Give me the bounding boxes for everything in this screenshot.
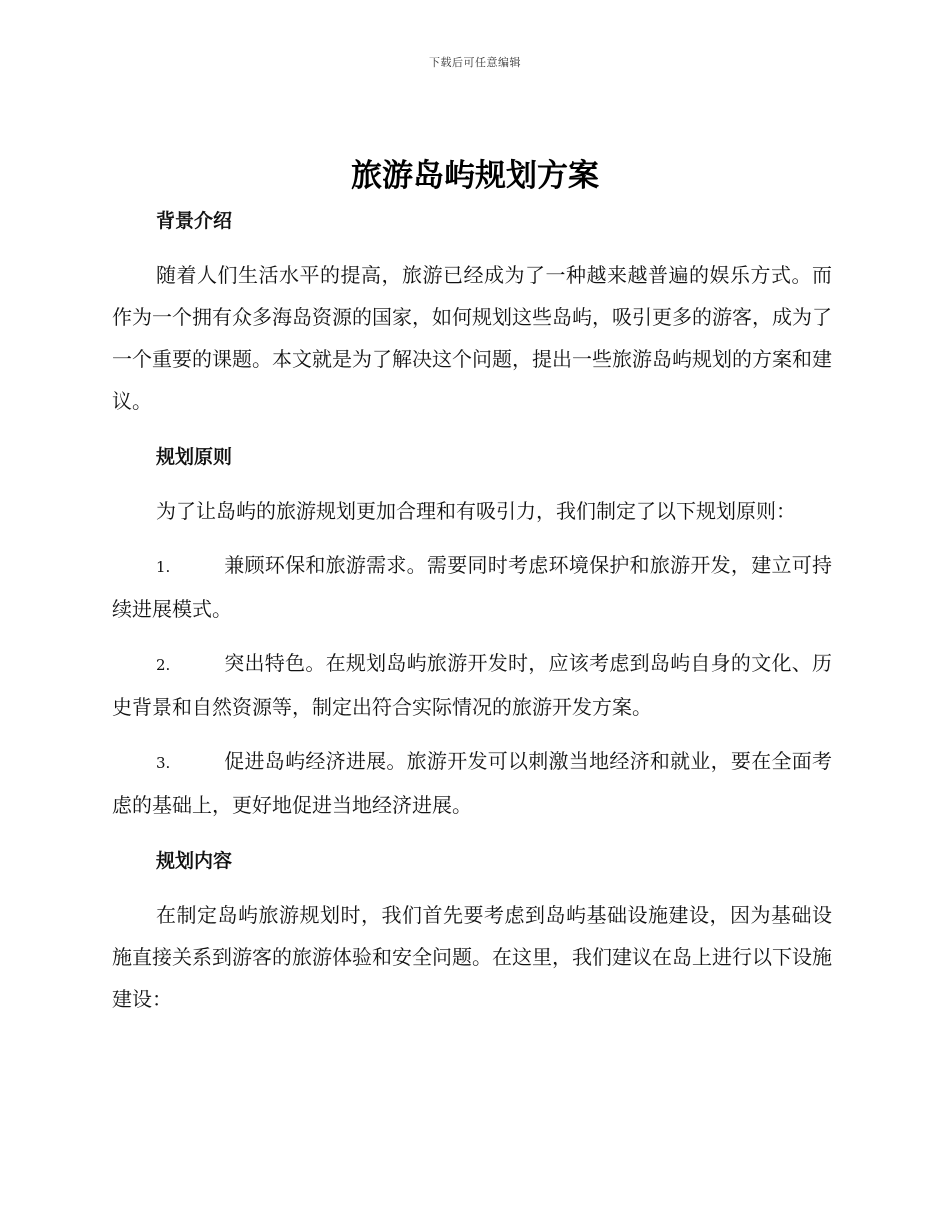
page-header-note: 下载后可任意编辑 bbox=[429, 56, 521, 69]
document-body bbox=[112, 200, 832, 1020]
background-paragraph: 随着人们生活水平的提高，旅游已经成为了一种越来越普遍的娱乐方式。而作为一个拥有众多海岛资源的国家，如何规划这些岛屿，吸引更多的游客，成为了一个重要的课题。本文就是为了解决这个问题，提出一些旅游岛屿规划的方案和建议。 bbox=[112, 263, 832, 413]
list-item-number: 3. bbox=[156, 754, 171, 772]
section-heading-background: 背景介绍 bbox=[156, 210, 233, 232]
list-item bbox=[112, 544, 832, 630]
section-heading-principles: 规划原则 bbox=[156, 446, 233, 468]
list-item bbox=[112, 642, 832, 728]
list-item-text: 促进岛屿经济进展。旅游开发可以刺激当地经济和就业，要在全面考虑的基础上，更好地促进当地经济进展。 bbox=[112, 749, 832, 817]
list-item-number: 1. bbox=[156, 558, 171, 576]
list-item bbox=[112, 740, 832, 826]
content-paragraph: 在制定岛屿旅游规划时，我们首先要考虑到岛屿基础设施建设，因为基础设施直接关系到游客的旅游体验和安全问题。在这里，我们建议在岛上进行以下设施建设： bbox=[112, 903, 832, 1011]
document-title: 旅游岛屿规划方案 bbox=[351, 158, 599, 194]
principles-intro-paragraph: 为了让岛屿的旅游规划更加合理和有吸引力，我们制定了以下规划原则： bbox=[156, 499, 796, 523]
list-item-number: 2. bbox=[156, 656, 171, 674]
list-item-text: 突出特色。在规划岛屿旅游开发时，应该考虑到岛屿自身的文化、历史背景和自然资源等，制定出符合实际情况的旅游开发方案。 bbox=[112, 651, 832, 719]
list-item-text: 兼顾环保和旅游需求。需要同时考虑环境保护和旅游开发，建立可持续进展模式。 bbox=[112, 553, 832, 621]
section-heading-content: 规划内容 bbox=[156, 850, 233, 872]
